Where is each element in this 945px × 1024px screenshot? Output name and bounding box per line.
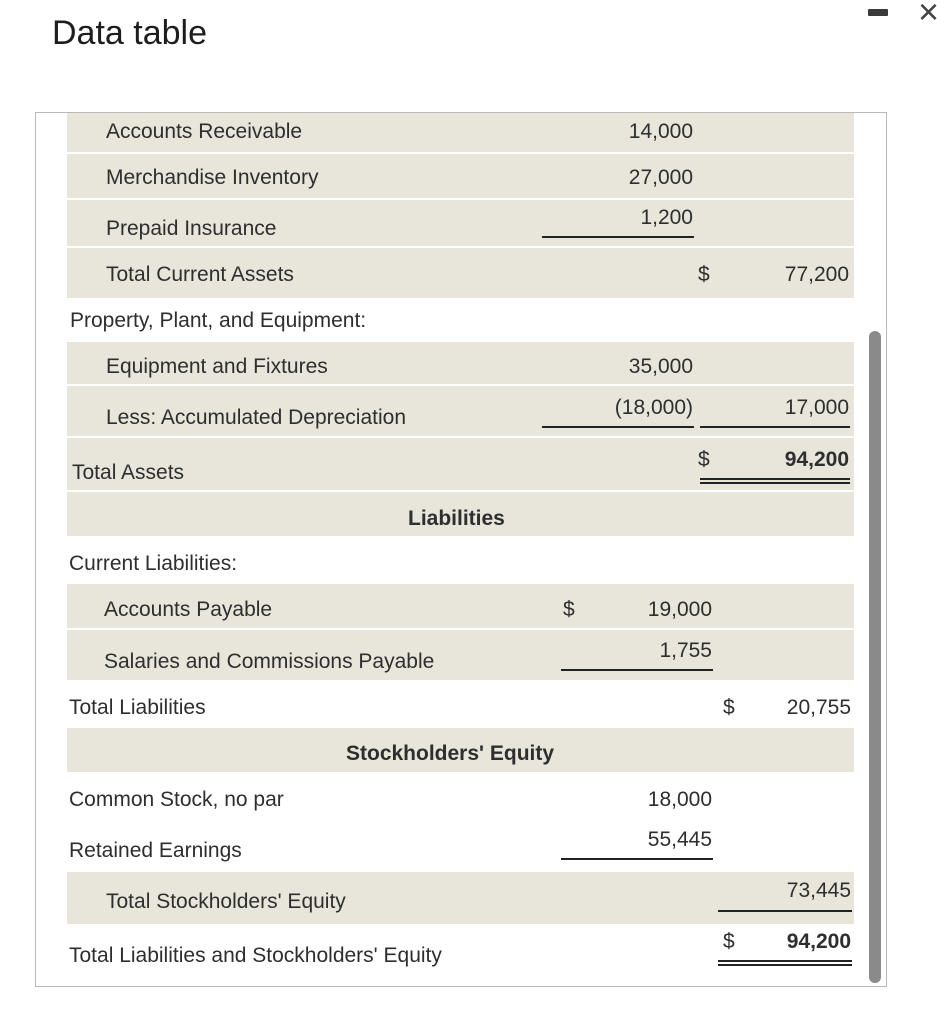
liabilities-heading: Liabilities (408, 507, 505, 530)
total-assets-value: 94,200 (784, 448, 849, 471)
accounts-payable-label: Accounts Payable (104, 598, 273, 621)
net-ppe-value: 17,000 (784, 396, 849, 419)
common-stock-amount: 18,000 (647, 788, 712, 811)
prepaid-insurance-label: Prepaid Insurance (106, 217, 277, 240)
currency-symbol: $ (563, 598, 575, 621)
currency-symbol: $ (723, 930, 735, 953)
retained-earnings-label: Retained Earnings (69, 839, 242, 862)
total-liab-equity-label: Total Liabilities and Stockholders' Equity (69, 944, 442, 967)
vertical-scrollbar[interactable] (869, 331, 881, 983)
current-liabilities-heading: Current Liabilities: (69, 552, 238, 575)
subtotal-underline (542, 426, 694, 428)
equity-heading: Stockholders' Equity (346, 742, 555, 765)
currency-symbol: $ (698, 263, 710, 286)
currency-symbol: $ (723, 696, 735, 719)
accounts-payable-amount: 19,000 (647, 598, 712, 621)
subtotal-underline (542, 236, 694, 238)
ppe-heading: Property, Plant, and Equipment: (70, 309, 367, 332)
total-current-assets-value: 77,200 (784, 263, 849, 286)
minimize-icon[interactable] (868, 9, 888, 16)
total-current-assets-label: Total Current Assets (106, 263, 294, 286)
double-underline (718, 960, 852, 966)
window-title: Data table (52, 14, 207, 52)
equipment-label: Equipment and Fixtures (106, 355, 328, 378)
subtotal-underline (700, 426, 850, 428)
common-stock-label: Common Stock, no par (69, 788, 284, 811)
subtotal-underline (561, 669, 713, 671)
accum-depreciation-amount: (18,000) (614, 396, 693, 419)
merchandise-inventory-label: Merchandise Inventory (106, 166, 319, 189)
merchandise-inventory-amount: 27,000 (628, 166, 693, 189)
total-assets-label: Total Assets (72, 461, 185, 484)
retained-earnings-amount: 55,445 (647, 828, 712, 851)
salaries-payable-label: Salaries and Commissions Payable (104, 650, 435, 673)
salaries-payable-amount: 1,755 (659, 639, 712, 662)
total-equity-label: Total Stockholders' Equity (106, 890, 346, 913)
total-liab-equity-value: 94,200 (786, 930, 851, 953)
total-liabilities-value: 20,755 (786, 696, 851, 719)
equipment-amount: 35,000 (628, 355, 693, 378)
prepaid-insurance-amount: 1,200 (640, 206, 693, 229)
close-icon[interactable]: × (918, 0, 940, 32)
total-liabilities-label: Total Liabilities (69, 696, 206, 719)
subtotal-underline (718, 910, 852, 912)
accounts-receivable-amount: 14,000 (628, 120, 693, 143)
currency-symbol: $ (698, 448, 710, 471)
accum-depreciation-label: Less: Accumulated Depreciation (106, 406, 406, 429)
subtotal-underline (561, 858, 713, 860)
accounts-receivable-label: Accounts Receivable (106, 120, 303, 143)
total-equity-value: 73,445 (786, 879, 851, 902)
double-underline (700, 478, 850, 484)
